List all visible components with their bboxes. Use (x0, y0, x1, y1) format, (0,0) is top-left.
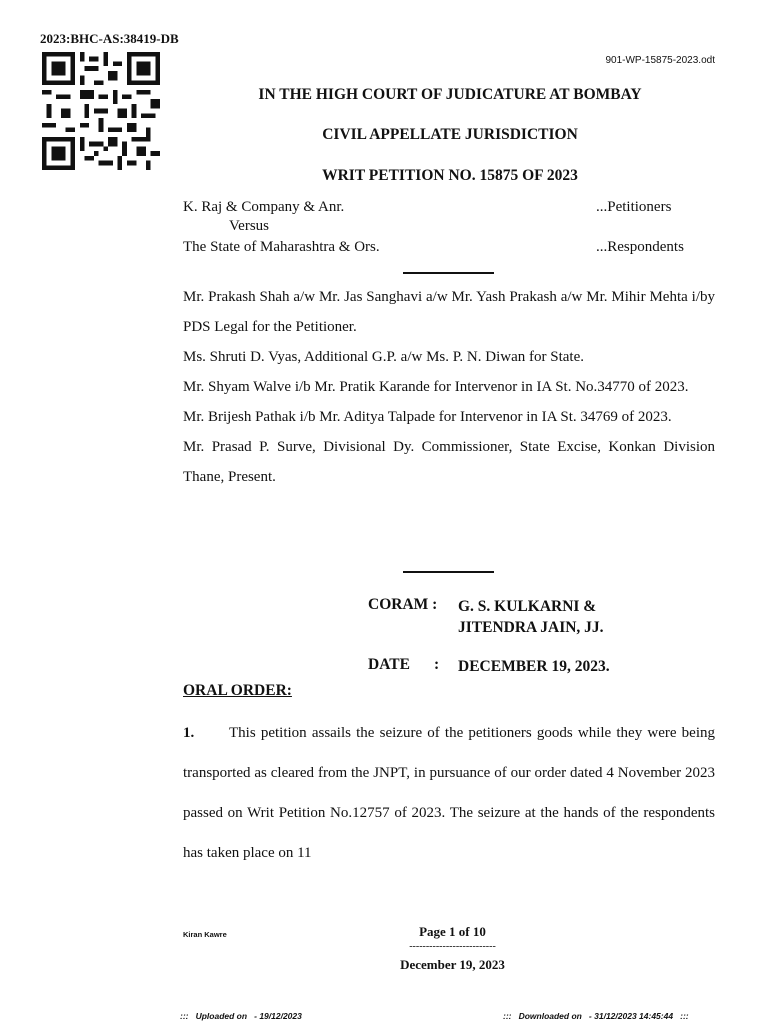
respondent-row (183, 239, 715, 256)
petitioner-role: ...Petitioners (596, 199, 672, 215)
date-colon: : (434, 656, 440, 673)
qr-code-icon (40, 52, 162, 170)
date-label: DATE (368, 656, 410, 673)
appearance-item: Ms. Shruti D. Vyas, Additional G.P. a/w Ms. P. N. Diwan for State. (183, 349, 584, 365)
petition-number: WRIT PETITION NO. 15875 OF 2023 (322, 167, 578, 184)
appearance-item: Mr. Prasad P. Surve, Divisional Dy. Commissioner, State Excise, Konkan Division Thane, Present. (183, 439, 715, 485)
appearance-item: Mr. Prakash Shah a/w Mr. Jas Sanghavi a/w Mr. Yash Prakash a/w Mr. Mihir Mehta i/by PDS Legal for the Petitioner. (183, 289, 715, 335)
footer-dashes: -------------------------- (409, 941, 496, 952)
petitioner-name: K. Raj & Company & Anr. (183, 199, 345, 215)
order-date: DECEMBER 19, 2023. (458, 658, 610, 675)
court-name: IN THE HIGH COURT OF JUDICATURE AT BOMBAY (258, 86, 642, 103)
judge-name: G. S. KULKARNI & (458, 598, 597, 615)
appearance-item: Mr. Brijesh Pathak i/b Mr. Aditya Talpade for Intervenor in IA St. 34769 of 2023. (183, 409, 672, 425)
respondent-name: The State of Maharashtra & Ors. (183, 239, 380, 255)
order-body (183, 713, 715, 873)
order-heading: ORAL ORDER: (183, 682, 292, 699)
jurisdiction-heading: CIVIL APPELLATE JURISDICTION (322, 126, 578, 143)
coram-judges (458, 596, 604, 638)
respondent-role: ...Respondents (596, 239, 684, 255)
divider (403, 571, 494, 573)
page-number: Page 1 of 10 (419, 924, 486, 939)
uploaded-stamp: ::: Uploaded on - 19/12/2023 (180, 1011, 302, 1021)
paragraph-text: This petition assails the seizure of the petitioners goods while they were being transported as cleared from the JNPT, in pursuance of our order dated 4 November 2023 passed on Writ Petition No.12757 of 2023. The seizure at the hands of the respondents has taken place on 11 (183, 725, 715, 861)
clerk-name: Kiran Kawre (183, 930, 227, 939)
divider (403, 272, 494, 274)
footer-date: December 19, 2023 (400, 957, 505, 972)
paragraph-number: 1. (183, 725, 195, 741)
appearance-item: Mr. Shyam Walve i/b Mr. Pratik Karande for Intervenor in IA St. No.34770 of 2023. (183, 379, 689, 395)
downloaded-stamp: ::: Downloaded on - 31/12/2023 14:45:44 ::: (503, 1011, 689, 1021)
coram-label: CORAM : (368, 596, 438, 613)
file-reference: 901-WP-15875-2023.odt (605, 55, 715, 66)
appearances-block (183, 282, 715, 492)
petitioner-row (183, 199, 715, 216)
case-identifier: 2023:BHC-AS:38419-DB (40, 31, 179, 46)
versus-label: Versus (229, 218, 269, 234)
judge-name: JITENDRA JAIN, JJ. (458, 619, 604, 636)
